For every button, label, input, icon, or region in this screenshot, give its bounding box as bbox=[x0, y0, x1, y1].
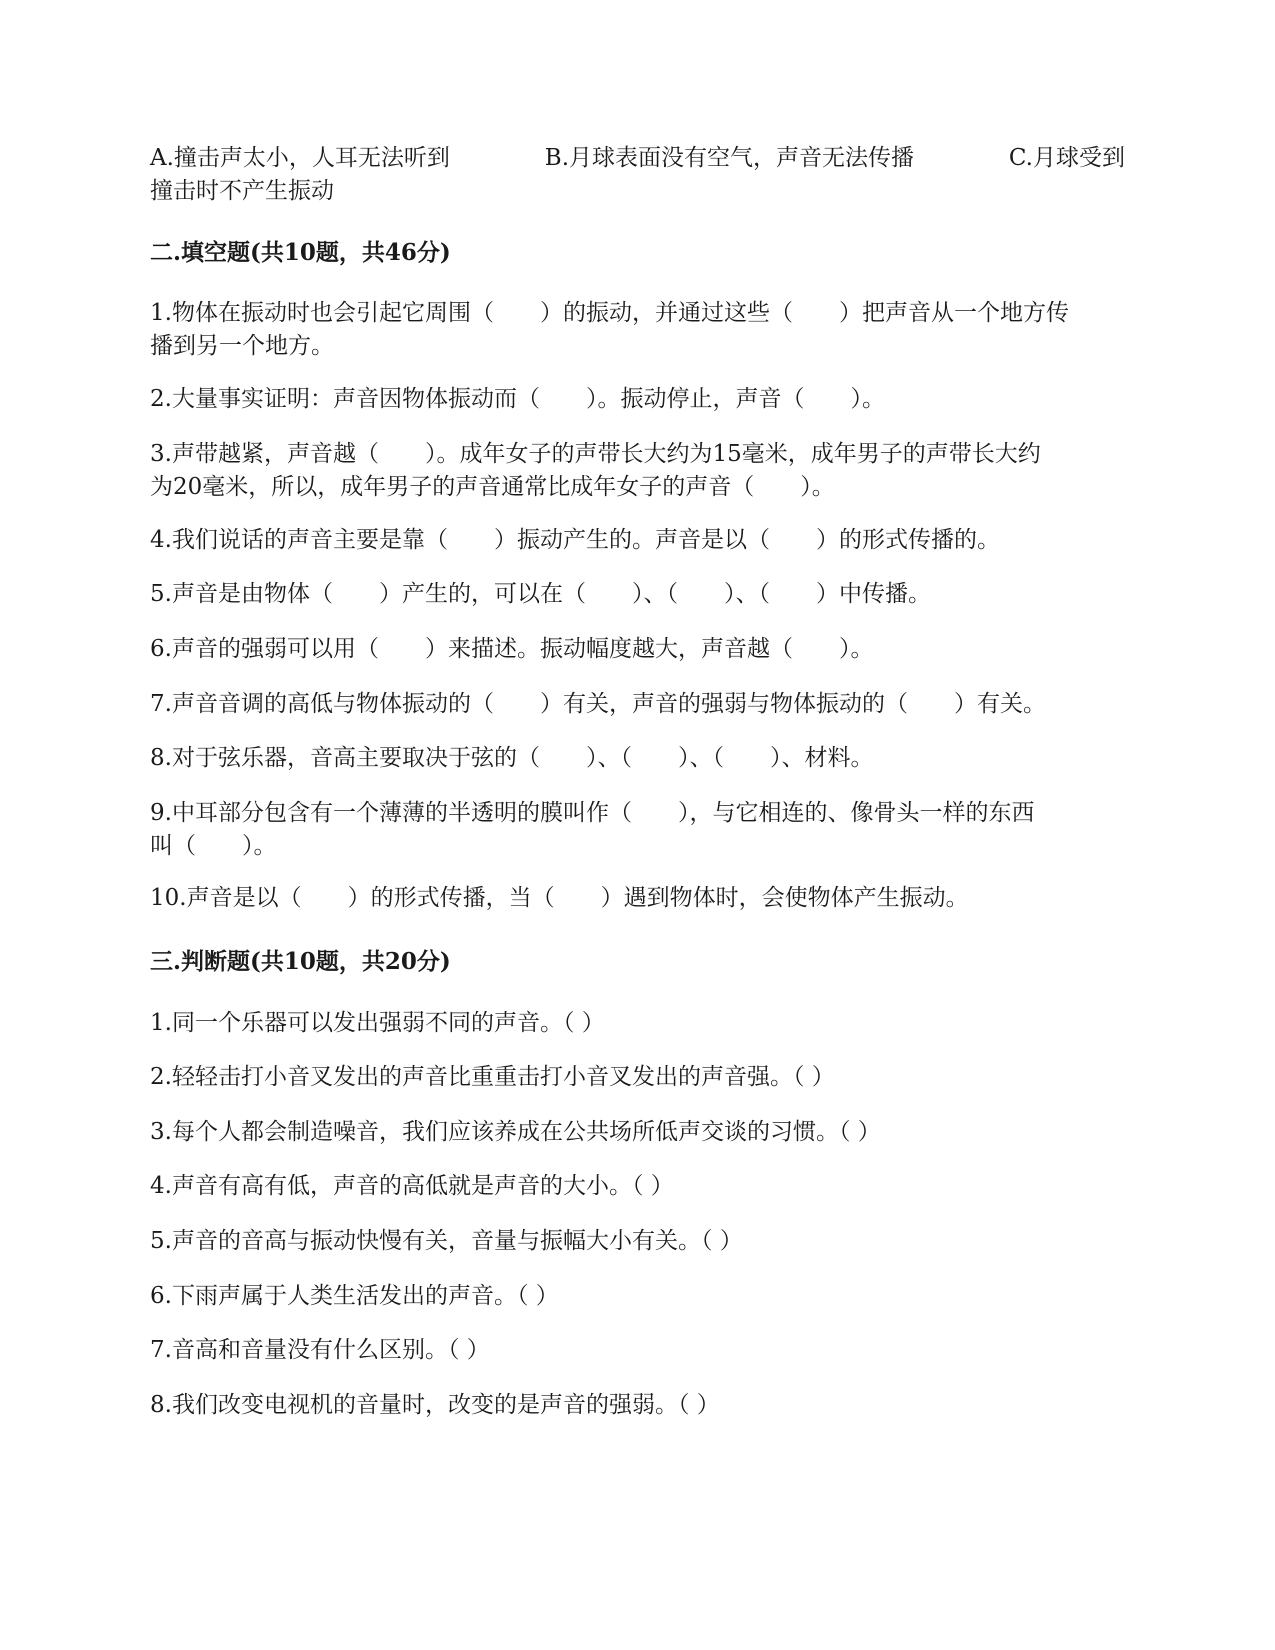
option-c: C.月球受到 bbox=[1008, 145, 1125, 171]
fill-item-1 bbox=[150, 297, 1125, 363]
fill-item-4-line1: 4.我们说话的声音主要是靠（ ）振动产生的。声音是以（ ）的形式传播的。 bbox=[150, 527, 1000, 553]
fill-item-9-line1: 9.中耳部分包含有一个薄薄的半透明的膜叫作（ ），与它相连的、像骨头一样的东西 bbox=[150, 800, 1035, 826]
judge-item-7-text: 7.音高和音量没有什么区别。（ ） bbox=[150, 1337, 490, 1363]
judge-item-1-text: 1.同一个乐器可以发出强弱不同的声音。（ ） bbox=[150, 1010, 605, 1036]
fill-item-3 bbox=[150, 438, 1125, 504]
fill-item-6-line1: 6.声音的强弱可以用（ ）来描述。振动幅度越大，声音越（ ）。 bbox=[150, 636, 874, 662]
fill-item-1-line2: 播到另一个地方。 bbox=[150, 333, 334, 359]
judge-item-7 bbox=[150, 1334, 1125, 1367]
fill-item-2 bbox=[150, 383, 1125, 416]
fill-item-8 bbox=[150, 742, 1125, 775]
judge-item-3-text: 3.每个人都会制造噪音，我们应该养成在公共场所低声交谈的习惯。（ ） bbox=[150, 1119, 881, 1145]
choice-options bbox=[150, 142, 1125, 208]
fill-item-10-line1: 10.声音是以（ ）的形式传播，当（ ）遇到物体时，会使物体产生振动。 bbox=[150, 885, 969, 911]
judge-item-8 bbox=[150, 1389, 1125, 1422]
choice-options-line bbox=[150, 142, 1125, 175]
fill-item-2-line1: 2.大量事实证明：声音因物体振动而（ ）。振动停止，声音（ ）。 bbox=[150, 386, 885, 412]
fill-item-10 bbox=[150, 882, 1125, 915]
fill-item-1-line1: 1.物体在振动时也会引起它周围（ ）的振动，并通过这些（ ）把声音从一个地方传 bbox=[150, 300, 1069, 326]
fill-item-5 bbox=[150, 578, 1125, 611]
fill-item-9 bbox=[150, 797, 1125, 863]
fill-item-7-line1: 7.声音音调的高低与物体振动的（ ）有关，声音的强弱与物体振动的（ ）有关。 bbox=[150, 691, 1046, 717]
fill-item-7 bbox=[150, 688, 1125, 721]
judge-item-1 bbox=[150, 1007, 1125, 1040]
option-a: A.撞击声太小，人耳无法听到 bbox=[150, 145, 450, 171]
judge-item-4-text: 4.声音有高有低，声音的高低就是声音的大小。（ ） bbox=[150, 1173, 674, 1199]
fill-item-6 bbox=[150, 633, 1125, 666]
judge-item-2 bbox=[150, 1061, 1125, 1094]
fill-item-5-line1: 5.声音是由物体（ ）产生的，可以在（ ）、（ ）、（ ）中传播。 bbox=[150, 581, 931, 607]
judge-item-4 bbox=[150, 1170, 1125, 1203]
fill-item-3-line2: 为20毫米，所以，成年男子的声音通常比成年女子的声音（ ）。 bbox=[150, 474, 835, 500]
option-b: B.月球表面没有空气，声音无法传播 bbox=[544, 145, 915, 171]
section2-heading: 二.填空题(共10题，共46分) bbox=[150, 239, 451, 266]
judge-item-5 bbox=[150, 1225, 1125, 1258]
section3-heading: 三.判断题(共10题，共20分) bbox=[150, 948, 451, 975]
judge-item-8-text: 8.我们改变电视机的音量时，改变的是声音的强弱。（ ） bbox=[150, 1392, 720, 1418]
fill-item-9-line2: 叫（ ）。 bbox=[150, 833, 277, 859]
judge-item-5-text: 5.声音的音高与振动快慢有关，音量与振幅大小有关。（ ） bbox=[150, 1228, 743, 1254]
judge-item-3 bbox=[150, 1116, 1125, 1149]
judge-item-6-text: 6.下雨声属于人类生活发出的声音。（ ） bbox=[150, 1283, 559, 1309]
judge-item-6 bbox=[150, 1280, 1125, 1313]
fill-item-4 bbox=[150, 524, 1125, 557]
fill-item-3-line1: 3.声带越紧，声音越（ ）。成年女子的声带长大约为15毫米，成年男子的声带长大约 bbox=[150, 441, 1041, 467]
option-c-continuation: 撞击时不产生振动 bbox=[150, 178, 334, 204]
fill-item-8-line1: 8.对于弦乐器，音高主要取决于弦的（ ）、（ ）、（ ）、材料。 bbox=[150, 745, 874, 771]
judge-item-2-text: 2.轻轻击打小音叉发出的声音比重重击打小音叉发出的声音强。（ ） bbox=[150, 1064, 835, 1090]
